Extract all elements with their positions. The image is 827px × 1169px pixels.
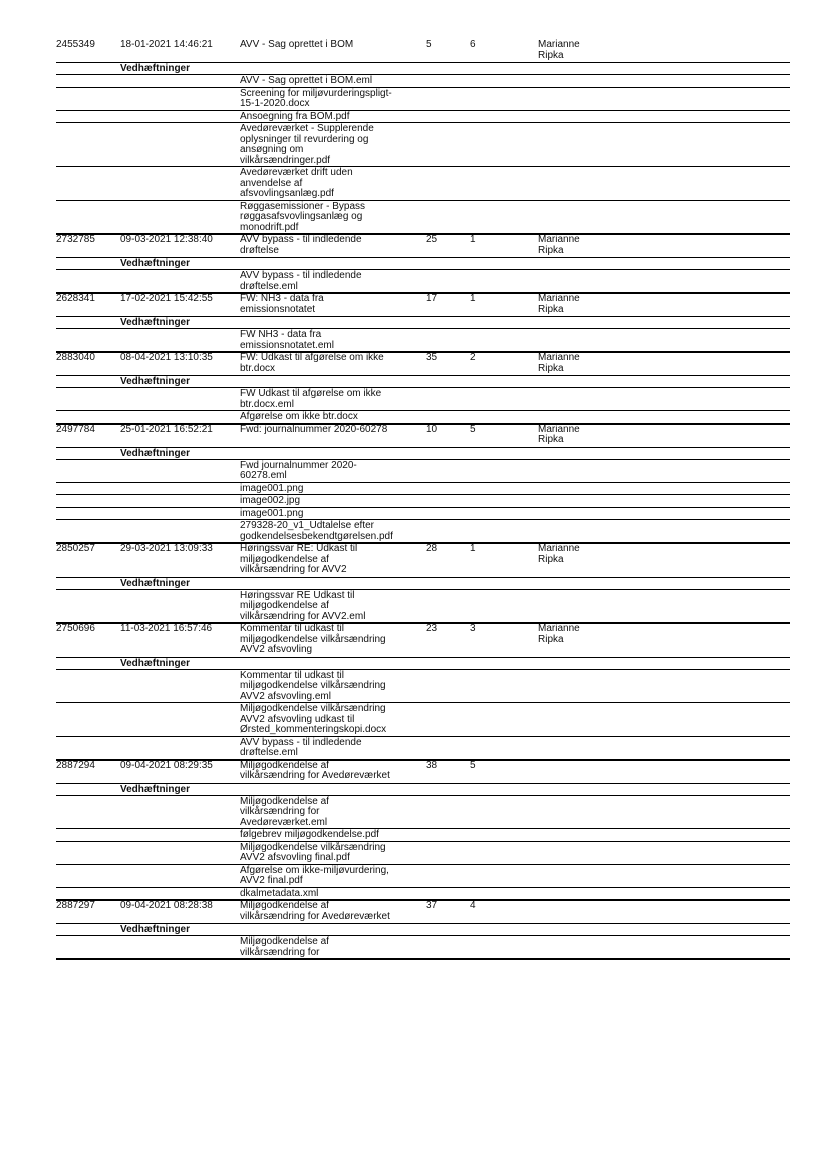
document-id: 2850257 (56, 543, 95, 554)
attachment-filename (240, 704, 426, 736)
attachment-row (56, 201, 790, 236)
spacer (120, 89, 240, 110)
owner-line: Marianne (538, 352, 580, 363)
spacer (56, 330, 120, 351)
attachment-row (56, 520, 790, 544)
filename-line: FW NH3 - data fra (240, 329, 322, 340)
document-owner (538, 294, 598, 315)
filename-line: Afgørelse om ikke-miljøvurdering, (240, 864, 389, 876)
filename-line: vilkårsændring for AVV2.eml (240, 610, 366, 622)
filename-line: Fwd journalnummer 2020- (240, 459, 357, 471)
spacer (120, 124, 240, 166)
record-row (56, 235, 790, 257)
document-owner (538, 544, 598, 576)
attachments-heading: Vedhæftninger (120, 317, 191, 328)
attachments-header (56, 923, 790, 936)
title-line: btr.docx (240, 362, 276, 374)
document-owner (538, 425, 598, 446)
filename-line: AVV2 afsvovling final.pdf (240, 852, 350, 863)
spacer (120, 461, 240, 482)
filename-line: image001.png (240, 482, 304, 494)
attachment-filename (240, 89, 426, 110)
spacer (120, 202, 240, 234)
document-record (56, 901, 790, 960)
filename-line: drøftelse.eml (240, 280, 298, 292)
spacer (56, 924, 120, 935)
document-datetime: 17-02-2021 15:42:55 (120, 293, 213, 304)
document-count-2: 4 (470, 900, 476, 911)
attachment-row (56, 88, 790, 111)
record-row (56, 761, 790, 783)
attachment-filename (240, 412, 426, 423)
document-table (56, 40, 790, 960)
attachment-row (56, 590, 790, 625)
attachment-filename (240, 202, 426, 234)
spacer (120, 496, 240, 507)
owner-line: Ripka (538, 434, 564, 445)
attachment-row (56, 111, 790, 124)
filename-line: Miljøgodkendelse vilkårsændring (240, 841, 386, 853)
document-count-2: 5 (470, 759, 476, 771)
spacer (56, 376, 120, 387)
attachments-heading: Vedhæftninger (120, 258, 191, 269)
spacer (56, 317, 120, 328)
title-line: emissionsnotatet (240, 303, 316, 315)
filename-line: image001.png (240, 507, 304, 519)
attachment-filename (240, 591, 426, 623)
document-id: 2732785 (56, 234, 95, 245)
attachments-heading: Vedhæftninger (120, 783, 191, 795)
attachments-header (56, 316, 790, 329)
filename-line: afsvovlingsanlæg.pdf (240, 188, 334, 199)
document-datetime: 08-04-2021 13:10:35 (120, 352, 213, 363)
attachment-row (56, 123, 790, 167)
document-datetime: 09-04-2021 08:29:35 (120, 759, 213, 771)
spacer (56, 76, 120, 87)
spacer (120, 843, 240, 864)
owner-line: Marianne (538, 234, 580, 245)
record-row (56, 40, 790, 62)
document-count-2: 1 (470, 543, 476, 554)
title-line: Høringssvar RE: Udkast til (240, 543, 358, 554)
document-title (240, 40, 426, 61)
spacer (56, 843, 120, 864)
document-title (240, 353, 426, 374)
attachments-heading: Vedhæftninger (120, 376, 191, 387)
document-title (240, 901, 426, 922)
attachment-row (56, 737, 790, 761)
title-line: vilkårsændring for AVV2 (240, 564, 347, 575)
owner-line: Marianne (538, 623, 580, 634)
spacer (56, 738, 120, 759)
spacer (120, 830, 240, 841)
attachment-filename (240, 461, 426, 482)
filename-line: AVV2 final.pdf (240, 875, 303, 886)
attachments-heading: Vedhæftninger (120, 924, 191, 935)
filename-line: anvendelse af (240, 177, 303, 189)
filename-line: oplysninger til revurdering og (240, 133, 369, 145)
document-record (56, 761, 790, 902)
attachment-filename (240, 330, 426, 351)
title-line: AVV - Sag oprettet i BOM (240, 39, 354, 50)
attachment-row (56, 842, 790, 865)
attachments-heading: Vedhæftninger (120, 657, 191, 669)
document-title (240, 425, 426, 446)
document-count-1: 10 (426, 423, 438, 435)
record-row (56, 544, 790, 577)
attachment-row (56, 670, 790, 704)
document-id: 2628341 (56, 293, 95, 304)
attachment-row (56, 388, 790, 411)
document-count-2: 1 (470, 234, 476, 245)
spacer (56, 830, 120, 841)
document-count-1: 23 (426, 623, 438, 634)
document-id: 2750696 (56, 623, 95, 634)
title-line: drøftelse (240, 244, 279, 256)
attachment-row (56, 936, 790, 960)
attachment-filename (240, 124, 426, 166)
filename-line: Avedøreværket.eml (240, 816, 328, 828)
spacer (56, 704, 120, 736)
spacer (56, 461, 120, 482)
filename-line: AVV2 afsvovling udkast til (240, 713, 355, 725)
title-line: Miljøgodkendelse af (240, 900, 329, 911)
document-count-1: 35 (426, 352, 438, 363)
spacer (120, 509, 240, 520)
document-count-1: 5 (426, 39, 432, 50)
filename-line: vilkårsændring for (240, 946, 320, 958)
attachment-filename (240, 484, 426, 495)
spacer (56, 412, 120, 423)
filename-line: Miljøgodkendelse af (240, 936, 329, 947)
attachment-filename (240, 521, 426, 542)
document-datetime: 11-03-2021 16:57:46 (120, 623, 213, 634)
filename-line: Høringssvar RE Udkast til (240, 589, 355, 601)
spacer (56, 784, 120, 795)
document-id: 2455349 (56, 39, 95, 50)
filename-line: FW Udkast til afgørelse om ikke (240, 388, 382, 399)
filename-line: AVV bypass - til indledende (240, 736, 362, 748)
title-line: Fwd: journalnummer 2020-60278 (240, 423, 388, 435)
owner-line: Marianne (538, 39, 580, 50)
attachment-filename (240, 168, 426, 200)
document-title (240, 235, 426, 256)
record-row (56, 294, 790, 316)
document-owner (538, 624, 598, 656)
title-line: FW: NH3 - data fra (240, 293, 324, 304)
document-owner (538, 761, 598, 782)
document-owner (538, 235, 598, 256)
record-row (56, 425, 790, 447)
owner-line: Marianne (538, 543, 580, 554)
spacer (120, 521, 240, 542)
filename-line: Miljøgodkendelse af (240, 795, 329, 807)
filename-line: image002.jpg (240, 495, 301, 506)
attachments-header (56, 447, 790, 460)
filename-line: btr.docx.eml (240, 398, 294, 410)
filename-line: 279328-20_v1_Udtalelse efter (240, 520, 374, 531)
spacer (120, 330, 240, 351)
document-owner (538, 353, 598, 374)
filename-line: røggasafsvovlingsanlæg og (240, 211, 363, 222)
document-count-2: 6 (470, 39, 476, 50)
title-line: AVV2 afsvovling (240, 644, 313, 655)
document-record (56, 425, 790, 545)
attachment-row (56, 483, 790, 496)
document-title (240, 294, 426, 315)
attachment-row (56, 508, 790, 521)
spacer (120, 76, 240, 87)
spacer (56, 89, 120, 110)
document-title (240, 761, 426, 782)
attachment-row (56, 495, 790, 508)
attachment-filename (240, 76, 426, 87)
owner-line: Marianne (538, 423, 580, 435)
attachment-row (56, 796, 790, 830)
spacer (56, 866, 120, 887)
attachment-row (56, 167, 790, 201)
title-line: FW: Udkast til afgørelse om ikke (240, 352, 384, 363)
attachment-filename (240, 496, 426, 507)
filename-line: Ansoegning fra BOM.pdf (240, 110, 350, 122)
document-count-1: 17 (426, 293, 438, 304)
attachments-heading: Vedhæftninger (120, 577, 191, 589)
spacer (120, 168, 240, 200)
spacer (56, 112, 120, 123)
record-row (56, 353, 790, 375)
document-count-2: 2 (470, 352, 476, 363)
title-line: Kommentar til udkast til (240, 623, 344, 634)
attachment-row (56, 460, 790, 483)
document-count-2: 5 (470, 423, 476, 435)
attachments-header (56, 577, 790, 590)
attachment-row (56, 829, 790, 842)
document-datetime: 09-04-2021 08:28:38 (120, 900, 213, 911)
filename-line: vilkårsændringer.pdf (240, 154, 331, 166)
document-count-2: 1 (470, 293, 476, 304)
attachment-filename (240, 889, 426, 900)
spacer (56, 671, 120, 703)
filename-line: Screening for miljøvurderingspligt- (240, 87, 392, 99)
spacer (56, 63, 120, 74)
filename-line: 60278.eml (240, 470, 287, 481)
attachment-row (56, 888, 790, 902)
attachments-header (56, 257, 790, 270)
attachments-heading: Vedhæftninger (120, 63, 191, 74)
spacer (120, 797, 240, 829)
filename-line: AVV - Sag oprettet i BOM.eml (240, 75, 373, 86)
document-record (56, 294, 790, 353)
attachment-filename (240, 797, 426, 829)
owner-line: Ripka (538, 362, 564, 374)
title-line: AVV bypass - til indledende (240, 234, 362, 245)
spacer (120, 412, 240, 423)
document-datetime: 18-01-2021 14:46:21 (120, 39, 213, 50)
owner-line: Ripka (538, 244, 564, 256)
document-title (240, 544, 426, 576)
filename-line: AVV2 afsvovling.eml (240, 690, 331, 702)
attachment-filename (240, 509, 426, 520)
filename-line: miljøgodkendelse af (240, 600, 329, 611)
attachment-filename (240, 843, 426, 864)
attachment-row (56, 270, 790, 294)
attachment-filename (240, 937, 426, 958)
spacer (56, 509, 120, 520)
attachment-row (56, 75, 790, 88)
record-row (56, 901, 790, 923)
owner-line: Marianne (538, 293, 580, 304)
spacer (56, 797, 120, 829)
document-count-2: 3 (470, 623, 476, 634)
spacer (120, 271, 240, 292)
spacer (120, 704, 240, 736)
attachment-filename (240, 738, 426, 759)
spacer (56, 937, 120, 958)
filename-line: monodrift.pdf (240, 221, 299, 233)
document-datetime: 25-01-2021 16:52:21 (120, 423, 213, 435)
attachment-filename (240, 271, 426, 292)
spacer (56, 202, 120, 234)
attachment-row (56, 411, 790, 425)
spacer (120, 889, 240, 900)
attachment-filename (240, 866, 426, 887)
document-owner (538, 40, 598, 61)
spacer (120, 738, 240, 759)
filename-line: vilkårsændring for (240, 806, 320, 817)
spacer (120, 671, 240, 703)
attachment-filename (240, 389, 426, 410)
attachments-header (56, 62, 790, 75)
document-record (56, 353, 790, 425)
document-count-1: 25 (426, 234, 438, 245)
owner-line: Ripka (538, 49, 564, 61)
spacer (56, 591, 120, 623)
owner-line: Ripka (538, 553, 564, 565)
document-count-1: 28 (426, 543, 438, 554)
spacer (56, 448, 120, 459)
document-id: 2887297 (56, 900, 95, 911)
record-row (56, 624, 790, 657)
filename-line: emissionsnotatet.eml (240, 339, 334, 351)
attachments-header (56, 657, 790, 670)
spacer (56, 578, 120, 589)
filename-line: Kommentar til udkast til (240, 669, 344, 681)
spacer (120, 937, 240, 958)
spacer (120, 866, 240, 887)
attachment-row (56, 329, 790, 353)
spacer (120, 112, 240, 123)
filename-line: 15-1-2020.docx (240, 98, 310, 109)
attachments-header (56, 783, 790, 796)
document-count-1: 38 (426, 759, 438, 771)
spacer (56, 258, 120, 269)
filename-line: Røggasemissioner - Bypass (240, 200, 366, 212)
title-line: vilkårsændring for Avedøreværket (240, 910, 390, 922)
attachment-filename (240, 112, 426, 123)
title-line: vilkårsændring for Avedøreværket (240, 770, 390, 781)
filename-line: drøftelse.eml (240, 747, 298, 758)
filename-line: Miljøgodkendelse vilkårsændring (240, 703, 386, 714)
document-record (56, 544, 790, 624)
document-count-1: 37 (426, 900, 438, 911)
spacer (56, 484, 120, 495)
spacer (56, 521, 120, 542)
attachments-header (56, 375, 790, 388)
document-datetime: 29-03-2021 13:09:33 (120, 543, 213, 554)
document-owner (538, 901, 598, 922)
document-id: 2883040 (56, 352, 95, 363)
attachment-filename (240, 830, 426, 841)
spacer (56, 271, 120, 292)
spacer (120, 591, 240, 623)
filename-line: dkalmetadata.xml (240, 887, 319, 899)
spacer (56, 658, 120, 669)
spacer (120, 484, 240, 495)
filename-line: miljøgodkendelse vilkårsændring (240, 680, 386, 691)
title-line: miljøgodkendelse af (240, 553, 329, 565)
title-line: Miljøgodkendelse af (240, 759, 329, 771)
spacer (120, 389, 240, 410)
owner-line: Ripka (538, 303, 564, 315)
filename-line: følgebrev miljøgodkendelse.pdf (240, 829, 379, 840)
spacer (56, 889, 120, 900)
filename-line: AVV bypass - til indledende (240, 270, 362, 281)
spacer (56, 124, 120, 166)
title-line: miljøgodkendelse vilkårsændring (240, 633, 386, 645)
filename-line: Avedøreværket drift uden (240, 167, 353, 178)
filename-line: Ørsted_kommenteringskopi.docx (240, 724, 387, 735)
spacer (56, 389, 120, 410)
filename-line: godkendelsesbekendtgørelsen.pdf (240, 530, 393, 542)
spacer (56, 496, 120, 507)
attachment-filename (240, 671, 426, 703)
spacer (56, 168, 120, 200)
document-id: 2497784 (56, 423, 95, 435)
attachment-row (56, 865, 790, 888)
filename-line: Afgørelse om ikke btr.docx (240, 411, 358, 422)
filename-line: Avedøreværket - Supplerende (240, 123, 374, 134)
owner-line: Ripka (538, 633, 564, 645)
document-id: 2887294 (56, 759, 95, 771)
attachments-heading: Vedhæftninger (120, 447, 191, 459)
document-datetime: 09-03-2021 12:38:40 (120, 234, 213, 245)
document-title (240, 624, 426, 656)
document-record (56, 235, 790, 294)
document-record (56, 40, 790, 235)
attachment-row (56, 703, 790, 737)
filename-line: ansøgning om (240, 144, 304, 155)
document-record (56, 624, 790, 761)
